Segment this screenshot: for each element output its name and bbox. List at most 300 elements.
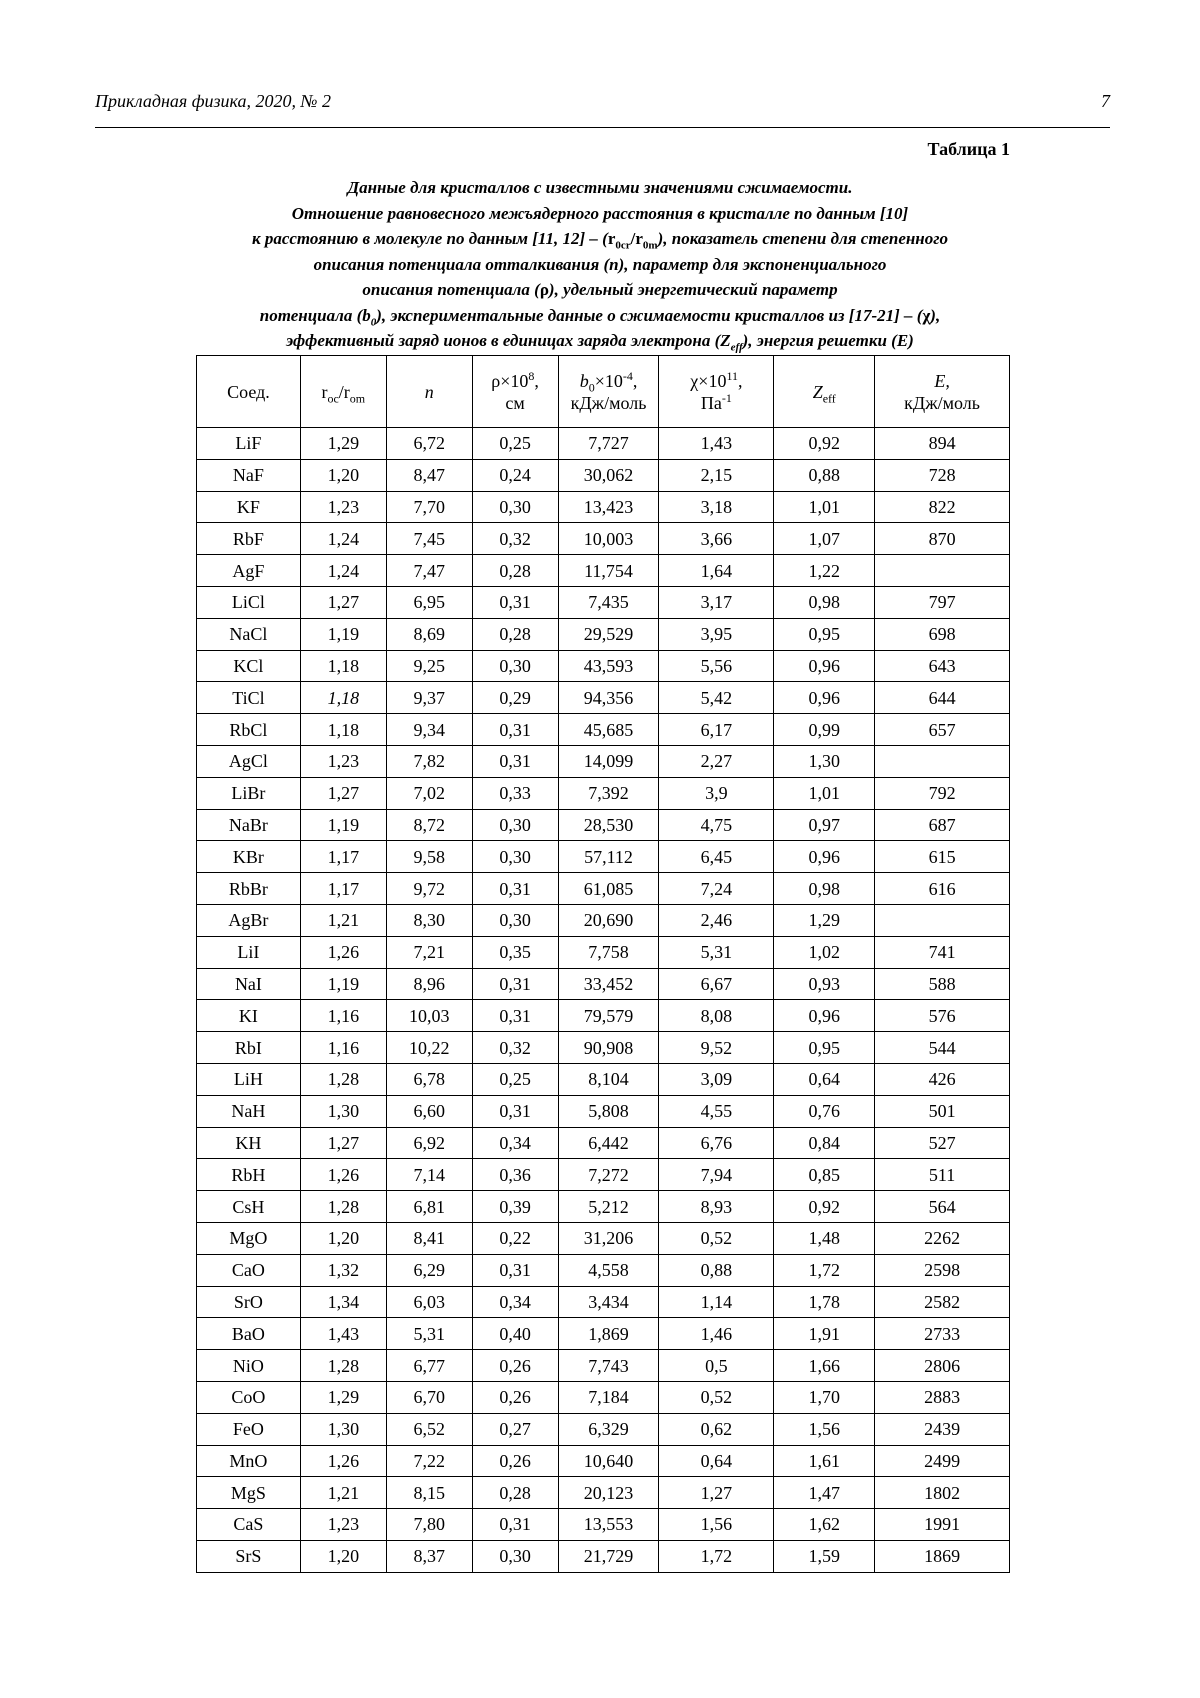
cell-chi: 3,95 <box>659 618 774 650</box>
cell-rho: 0,30 <box>472 650 558 682</box>
cell-b0: 30,062 <box>558 459 659 491</box>
table-row <box>197 1540 1010 1572</box>
cell-energy: 1802 <box>875 1477 1010 1509</box>
table-row <box>197 1191 1010 1223</box>
cell-zeff: 1,61 <box>774 1445 875 1477</box>
header-unit: кДж/моль <box>570 392 647 413</box>
caption-line <box>160 226 1040 252</box>
cell-chi: 5,56 <box>659 650 774 682</box>
cell-rho: 0,31 <box>472 1254 558 1286</box>
cell-chi: 0,5 <box>659 1350 774 1382</box>
symbol-subscript: 0cr <box>615 239 631 252</box>
cell-ratio: 1,19 <box>300 618 386 650</box>
cell-compound: TiCl <box>197 682 301 714</box>
cell-b0: 1,869 <box>558 1318 659 1350</box>
table-row <box>197 1063 1010 1095</box>
cell-rho: 0,35 <box>472 936 558 968</box>
cell-n: 10,22 <box>386 1032 472 1064</box>
cell-chi: 2,46 <box>659 904 774 936</box>
cell-energy: 2733 <box>875 1318 1010 1350</box>
header-text: , <box>738 370 743 391</box>
cell-energy: 544 <box>875 1032 1010 1064</box>
cell-b0: 45,685 <box>558 714 659 746</box>
cell-ratio: 1,18 <box>300 650 386 682</box>
cell-chi: 1,64 <box>659 555 774 587</box>
cell-chi: 1,56 <box>659 1509 774 1541</box>
cell-rho: 0,32 <box>472 523 558 555</box>
cell-energy: 657 <box>875 714 1010 746</box>
cell-rho: 0,26 <box>472 1381 558 1413</box>
symbol-b: b <box>362 305 371 325</box>
cell-b0: 13,553 <box>558 1509 659 1541</box>
header-unit: Па <box>700 392 722 413</box>
cell-compound: NaBr <box>197 809 301 841</box>
header-superscript: -4 <box>622 368 633 383</box>
cell-energy: 2262 <box>875 1222 1010 1254</box>
cell-compound: FeO <box>197 1413 301 1445</box>
cell-rho: 0,26 <box>472 1445 558 1477</box>
cell-n: 8,72 <box>386 809 472 841</box>
cell-rho: 0,29 <box>472 682 558 714</box>
caption-text: потенциала ( <box>259 305 363 325</box>
cell-energy: 615 <box>875 841 1010 873</box>
table-row <box>197 809 1010 841</box>
cell-energy: 870 <box>875 523 1010 555</box>
caption-text: ), экспериментальные данные о сжимаемости кристаллов из [17-21] – ( <box>376 305 923 325</box>
cell-energy: 588 <box>875 968 1010 1000</box>
cell-n: 6,81 <box>386 1191 472 1223</box>
caption-text: эффективный заряд ионов в единицах заряда электрона ( <box>286 331 721 350</box>
cell-n: 9,58 <box>386 841 472 873</box>
cell-n: 7,02 <box>386 777 472 809</box>
cell-n: 6,03 <box>386 1286 472 1318</box>
cell-chi: 5,31 <box>659 936 774 968</box>
cell-chi: 8,93 <box>659 1191 774 1223</box>
table-row <box>197 714 1010 746</box>
cell-b0: 43,593 <box>558 650 659 682</box>
cell-ratio: 1,20 <box>300 459 386 491</box>
cell-compound: MnO <box>197 1445 301 1477</box>
cell-compound: LiBr <box>197 777 301 809</box>
cell-n: 9,34 <box>386 714 472 746</box>
cell-n: 8,96 <box>386 968 472 1000</box>
cell-zeff: 0,96 <box>774 841 875 873</box>
cell-ratio: 1,23 <box>300 491 386 523</box>
cell-ratio: 1,21 <box>300 904 386 936</box>
cell-n: 9,37 <box>386 682 472 714</box>
cell-rho: 0,25 <box>472 1063 558 1095</box>
symbol-subscript: 0 <box>370 315 377 328</box>
cell-zeff: 0,93 <box>774 968 875 1000</box>
cell-chi: 0,64 <box>659 1445 774 1477</box>
cell-compound: RbCl <box>197 714 301 746</box>
table-row <box>197 1222 1010 1254</box>
caption-text: описания потенциала отталкивания ( <box>313 254 610 274</box>
cell-rho: 0,34 <box>472 1286 558 1318</box>
cell-ratio: 1,19 <box>300 968 386 1000</box>
cell-compound: KF <box>197 491 301 523</box>
cell-ratio: 1,27 <box>300 586 386 618</box>
cell-energy: 687 <box>875 809 1010 841</box>
cell-rho: 0,40 <box>472 1318 558 1350</box>
cell-ratio: 1,23 <box>300 745 386 777</box>
cell-rho: 0,30 <box>472 491 558 523</box>
cell-chi: 4,75 <box>659 809 774 841</box>
caption-text: описания потенциала ( <box>362 280 540 299</box>
cell-chi: 6,45 <box>659 841 774 873</box>
table-row <box>197 1095 1010 1127</box>
cell-ratio: 1,32 <box>300 1254 386 1286</box>
cell-b0: 7,758 <box>558 936 659 968</box>
cell-b0: 21,729 <box>558 1540 659 1572</box>
cell-n: 6,95 <box>386 586 472 618</box>
table-row <box>197 1381 1010 1413</box>
col-header-ratio <box>300 356 386 428</box>
cell-compound: BaO <box>197 1318 301 1350</box>
cell-rho: 0,33 <box>472 777 558 809</box>
cell-energy: 822 <box>875 491 1010 523</box>
cell-zeff: 0,92 <box>774 428 875 460</box>
cell-n: 8,37 <box>386 1540 472 1572</box>
cell-b0: 7,743 <box>558 1350 659 1382</box>
cell-zeff: 0,98 <box>774 586 875 618</box>
header-text: E, <box>934 370 950 391</box>
cell-n: 7,80 <box>386 1509 472 1541</box>
cell-energy: 1869 <box>875 1540 1010 1572</box>
header-superscript: 11 <box>726 368 738 383</box>
symbol-n: n <box>609 254 619 274</box>
cell-ratio: 1,18 <box>300 714 386 746</box>
cell-energy: 2439 <box>875 1413 1010 1445</box>
cell-n: 6,92 <box>386 1127 472 1159</box>
cell-n: 5,31 <box>386 1318 472 1350</box>
cell-rho: 0,30 <box>472 1540 558 1572</box>
cell-energy: 426 <box>875 1063 1010 1095</box>
cell-b0: 8,104 <box>558 1063 659 1095</box>
cell-ratio: 1,23 <box>300 1509 386 1541</box>
cell-b0: 28,530 <box>558 809 659 841</box>
cell-compound: KH <box>197 1127 301 1159</box>
table-body <box>197 428 1010 1573</box>
cell-n: 8,69 <box>386 618 472 650</box>
table-row <box>197 1254 1010 1286</box>
cell-compound: NaH <box>197 1095 301 1127</box>
cell-zeff: 1,22 <box>774 555 875 587</box>
cell-ratio: 1,17 <box>300 841 386 873</box>
header-superscript: 8 <box>528 368 535 383</box>
cell-b0: 14,099 <box>558 745 659 777</box>
cell-chi: 2,15 <box>659 459 774 491</box>
table-row <box>197 1350 1010 1382</box>
cell-rho: 0,30 <box>472 841 558 873</box>
table-row <box>197 1477 1010 1509</box>
cell-energy: 2582 <box>875 1286 1010 1318</box>
caption-text: ), параметр для экспоненциального <box>618 254 887 274</box>
table-row <box>197 428 1010 460</box>
cell-compound: AgF <box>197 555 301 587</box>
cell-zeff: 0,85 <box>774 1159 875 1191</box>
cell-rho: 0,31 <box>472 968 558 1000</box>
cell-b0: 31,206 <box>558 1222 659 1254</box>
cell-n: 7,82 <box>386 745 472 777</box>
journal-title: Прикладная физика, 2020, № 2 <box>95 91 331 111</box>
cell-b0: 33,452 <box>558 968 659 1000</box>
caption-line <box>160 252 1040 278</box>
cell-zeff: 0,88 <box>774 459 875 491</box>
header-text: r <box>321 381 328 402</box>
cell-rho: 0,31 <box>472 714 558 746</box>
cell-compound: RbH <box>197 1159 301 1191</box>
cell-energy: 2806 <box>875 1350 1010 1382</box>
cell-energy: 698 <box>875 618 1010 650</box>
symbol-r: r <box>607 229 616 248</box>
cell-b0: 94,356 <box>558 682 659 714</box>
cell-chi: 6,67 <box>659 968 774 1000</box>
cell-rho: 0,31 <box>472 586 558 618</box>
cell-ratio: 1,34 <box>300 1286 386 1318</box>
cell-b0: 7,435 <box>558 586 659 618</box>
cell-n: 6,78 <box>386 1063 472 1095</box>
cell-compound: MgO <box>197 1222 301 1254</box>
cell-ratio: 1,16 <box>300 1000 386 1032</box>
cell-rho: 0,25 <box>472 428 558 460</box>
caption-text: ), удельный энергетический параметр <box>548 280 838 299</box>
cell-b0: 10,003 <box>558 523 659 555</box>
table-row <box>197 491 1010 523</box>
cell-compound: AgCl <box>197 745 301 777</box>
col-header-rho <box>472 356 558 428</box>
cell-compound: SrS <box>197 1540 301 1572</box>
cell-b0: 13,423 <box>558 491 659 523</box>
table-header-row <box>197 356 1010 428</box>
cell-rho: 0,26 <box>472 1350 558 1382</box>
cell-rho: 0,28 <box>472 555 558 587</box>
cell-rho: 0,36 <box>472 1159 558 1191</box>
cell-chi: 0,52 <box>659 1381 774 1413</box>
cell-energy: 741 <box>875 936 1010 968</box>
cell-zeff: 1,07 <box>774 523 875 555</box>
table-row <box>197 523 1010 555</box>
table-row <box>197 1000 1010 1032</box>
cell-ratio: 1,19 <box>300 809 386 841</box>
cell-n: 7,70 <box>386 491 472 523</box>
symbol-slash: / <box>630 229 636 248</box>
cell-b0: 7,727 <box>558 428 659 460</box>
cell-b0: 6,442 <box>558 1127 659 1159</box>
col-header-n: n <box>386 356 472 428</box>
caption-text: к расстоянию в молекуле по данным [11, 12] – ( <box>251 229 608 248</box>
cell-ratio: 1,29 <box>300 428 386 460</box>
cell-rho: 0,30 <box>472 904 558 936</box>
cell-rho: 0,31 <box>472 745 558 777</box>
cell-zeff: 0,99 <box>774 714 875 746</box>
cell-chi: 7,94 <box>659 1159 774 1191</box>
cell-chi: 0,62 <box>659 1413 774 1445</box>
cell-rho: 0,31 <box>472 873 558 905</box>
cell-chi: 3,9 <box>659 777 774 809</box>
header-text: , <box>534 370 539 391</box>
cell-b0: 5,808 <box>558 1095 659 1127</box>
cell-compound: LiI <box>197 936 301 968</box>
cell-ratio: 1,21 <box>300 1477 386 1509</box>
table-row <box>197 618 1010 650</box>
cell-zeff: 1,56 <box>774 1413 875 1445</box>
cell-chi: 3,09 <box>659 1063 774 1095</box>
caption-text: ) <box>908 331 914 350</box>
cell-zeff: 1,01 <box>774 491 875 523</box>
cell-b0: 7,184 <box>558 1381 659 1413</box>
header-text: χ×10 <box>690 370 727 391</box>
cell-zeff: 1,29 <box>774 904 875 936</box>
cell-rho: 0,31 <box>472 1000 558 1032</box>
cell-zeff: 0,96 <box>774 682 875 714</box>
caption-line <box>160 328 1040 354</box>
cell-zeff: 1,66 <box>774 1350 875 1382</box>
cell-b0: 11,754 <box>558 555 659 587</box>
header-text: ×10 <box>594 370 623 391</box>
header-text: ρ×10 <box>491 370 529 391</box>
cell-rho: 0,31 <box>472 1509 558 1541</box>
cell-compound: CaO <box>197 1254 301 1286</box>
cell-rho: 0,31 <box>472 1095 558 1127</box>
table-row <box>197 555 1010 587</box>
cell-compound: RbBr <box>197 873 301 905</box>
cell-zeff: 0,95 <box>774 1032 875 1064</box>
cell-n: 8,47 <box>386 459 472 491</box>
cell-chi: 0,52 <box>659 1222 774 1254</box>
cell-energy <box>875 555 1010 587</box>
cell-compound: NaI <box>197 968 301 1000</box>
cell-zeff: 0,96 <box>774 650 875 682</box>
symbol-r0cr <box>607 229 658 252</box>
cell-n: 8,41 <box>386 1222 472 1254</box>
cell-b0: 10,640 <box>558 1445 659 1477</box>
cell-chi: 0,88 <box>659 1254 774 1286</box>
cell-energy: 616 <box>875 873 1010 905</box>
table-row <box>197 777 1010 809</box>
caption-line: Данные для кристаллов с известными значениями сжимаемости. <box>347 178 853 197</box>
cell-energy: 576 <box>875 1000 1010 1032</box>
cell-ratio: 1,18 <box>300 682 386 714</box>
cell-compound: KBr <box>197 841 301 873</box>
cell-zeff: 1,02 <box>774 936 875 968</box>
cell-n: 7,45 <box>386 523 472 555</box>
header-text: Z <box>812 381 823 402</box>
cell-energy: 644 <box>875 682 1010 714</box>
header-subscript: eff <box>822 391 836 406</box>
cell-rho: 0,32 <box>472 1032 558 1064</box>
cell-zeff: 1,47 <box>774 1477 875 1509</box>
caption-line <box>160 277 1040 303</box>
cell-compound: RbF <box>197 523 301 555</box>
cell-n: 6,29 <box>386 1254 472 1286</box>
crystal-data-table <box>196 355 1010 1573</box>
cell-zeff: 0,76 <box>774 1095 875 1127</box>
caption-text: ), показатель степени для степенного <box>657 229 949 248</box>
cell-zeff: 0,64 <box>774 1063 875 1095</box>
caption-text: ), энергия решетки ( <box>742 331 897 350</box>
header-unit: см <box>505 392 525 413</box>
cell-ratio: 1,27 <box>300 777 386 809</box>
cell-compound: NaF <box>197 459 301 491</box>
cell-energy: 728 <box>875 459 1010 491</box>
cell-rho: 0,28 <box>472 1477 558 1509</box>
cell-b0: 61,085 <box>558 873 659 905</box>
cell-ratio: 1,20 <box>300 1540 386 1572</box>
cell-ratio: 1,28 <box>300 1063 386 1095</box>
cell-zeff: 1,30 <box>774 745 875 777</box>
cell-energy: 894 <box>875 428 1010 460</box>
cell-b0: 6,329 <box>558 1413 659 1445</box>
cell-chi: 1,46 <box>659 1318 774 1350</box>
cell-zeff: 0,92 <box>774 1191 875 1223</box>
cell-rho: 0,30 <box>472 809 558 841</box>
cell-n: 7,47 <box>386 555 472 587</box>
table-row <box>197 1032 1010 1064</box>
cell-n: 10,03 <box>386 1000 472 1032</box>
table-row <box>197 1318 1010 1350</box>
cell-n: 7,14 <box>386 1159 472 1191</box>
cell-ratio: 1,24 <box>300 555 386 587</box>
table-label: Таблица 1 <box>927 139 1010 159</box>
cell-zeff: 0,84 <box>774 1127 875 1159</box>
table-row <box>197 1159 1010 1191</box>
cell-energy: 2598 <box>875 1254 1010 1286</box>
caption-text: ), <box>930 305 941 325</box>
header-text: , <box>632 370 638 391</box>
table-row <box>197 459 1010 491</box>
cell-compound: RbI <box>197 1032 301 1064</box>
cell-energy: 511 <box>875 1159 1010 1191</box>
cell-n: 8,30 <box>386 904 472 936</box>
caption-line: Отношение равновесного межъядерного расстояния в кристалле по данным [10] <box>291 203 909 223</box>
col-header-b0 <box>558 356 659 428</box>
cell-n: 9,72 <box>386 873 472 905</box>
cell-ratio: 1,28 <box>300 1191 386 1223</box>
cell-b0: 29,529 <box>558 618 659 650</box>
cell-n: 6,60 <box>386 1095 472 1127</box>
cell-b0: 20,123 <box>558 1477 659 1509</box>
table-row <box>197 682 1010 714</box>
cell-energy: 797 <box>875 586 1010 618</box>
symbol-rho: ρ <box>539 280 549 299</box>
cell-n: 6,72 <box>386 428 472 460</box>
table-row <box>197 904 1010 936</box>
cell-compound: LiF <box>197 428 301 460</box>
cell-ratio: 1,16 <box>300 1032 386 1064</box>
cell-energy <box>875 745 1010 777</box>
table-row <box>197 968 1010 1000</box>
table-row <box>197 1445 1010 1477</box>
cell-chi: 1,27 <box>659 1477 774 1509</box>
page-number: 7 <box>1101 91 1110 111</box>
cell-b0: 57,112 <box>558 841 659 873</box>
cell-compound: LiCl <box>197 586 301 618</box>
cell-zeff: 1,48 <box>774 1222 875 1254</box>
symbol-subscript: eff <box>730 341 743 354</box>
cell-ratio: 1,30 <box>300 1095 386 1127</box>
cell-compound: LiH <box>197 1063 301 1095</box>
col-header-zeff <box>774 356 875 428</box>
cell-chi: 7,24 <box>659 873 774 905</box>
cell-rho: 0,24 <box>472 459 558 491</box>
cell-ratio: 1,26 <box>300 1445 386 1477</box>
cell-n: 6,77 <box>386 1350 472 1382</box>
col-header-energy <box>875 356 1010 428</box>
cell-n: 8,15 <box>386 1477 472 1509</box>
table-row <box>197 841 1010 873</box>
cell-n: 6,52 <box>386 1413 472 1445</box>
